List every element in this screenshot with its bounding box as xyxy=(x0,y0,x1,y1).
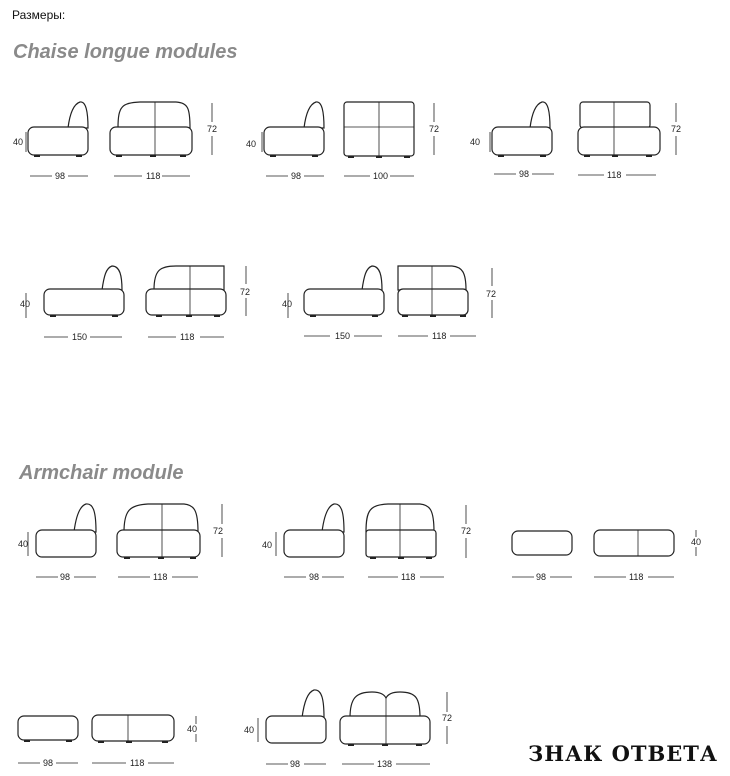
dim-width-label: 150 xyxy=(72,332,88,342)
armchair-front-view-3 xyxy=(340,692,430,746)
chaise-longue-section-title: Chaise longue modules xyxy=(13,41,238,63)
chaise-front-view-1 xyxy=(110,102,192,157)
dim-width-label: 150 xyxy=(335,331,351,341)
chaise-front-view-3 xyxy=(578,102,660,157)
chaise-side-view-3 xyxy=(492,102,552,157)
dim-height-label: 72 xyxy=(207,124,218,134)
dim-height-label: 40 xyxy=(13,137,24,147)
dim-height-label: 40 xyxy=(470,137,481,147)
dim-height-label: 72 xyxy=(461,526,472,536)
ottoman-front-view-2 xyxy=(92,715,174,743)
dim-width-label: 118 xyxy=(607,170,622,180)
ottoman-side-view-1 xyxy=(512,531,572,555)
dim-width-label: 118 xyxy=(130,758,145,768)
dimensions-label: Размеры: xyxy=(12,8,66,22)
dim-width-label: 98 xyxy=(519,169,530,179)
chaise-front-view-2 xyxy=(344,102,414,158)
dim-height-label: 40 xyxy=(282,299,293,309)
dim-width-label: 118 xyxy=(153,572,168,582)
armchair-side-view-2 xyxy=(284,504,344,557)
dim-width-label: 118 xyxy=(432,331,447,341)
armchair-front-view-1 xyxy=(117,504,200,559)
dim-width-label: 98 xyxy=(43,758,54,768)
dim-width-label: 98 xyxy=(309,572,320,582)
ottoman-front-view-1 xyxy=(594,530,674,556)
dim-height-label: 40 xyxy=(187,724,198,734)
dim-width-label: 138 xyxy=(377,759,393,769)
dim-width-label: 118 xyxy=(146,171,161,181)
dim-height-label: 72 xyxy=(240,287,251,297)
chaise-side-view-1 xyxy=(28,102,88,157)
chaise-side-view-5 xyxy=(304,266,384,317)
dim-width-label: 98 xyxy=(291,171,302,181)
dim-width-label: 98 xyxy=(60,572,71,582)
armchair-side-view-1 xyxy=(36,504,96,557)
dim-height-label: 72 xyxy=(442,713,453,723)
dim-width-label: 98 xyxy=(536,572,547,582)
armchair-front-view-2 xyxy=(366,504,436,559)
chaise-front-view-5 xyxy=(398,266,468,317)
armchair-section-title: Armchair module xyxy=(19,462,184,484)
dim-height-label: 72 xyxy=(486,289,497,299)
chaise-side-view-2 xyxy=(264,102,324,157)
dim-width-label: 118 xyxy=(629,572,644,582)
armchair-side-view-3 xyxy=(266,690,326,743)
dim-width-label: 98 xyxy=(55,171,66,181)
ottoman-side-view-2 xyxy=(18,716,78,742)
dim-width-label: 100 xyxy=(373,171,389,181)
dim-height-label: 72 xyxy=(213,526,224,536)
dim-width-label: 98 xyxy=(290,759,301,769)
dim-height-label: 40 xyxy=(18,539,29,549)
dim-width-label: 118 xyxy=(401,572,416,582)
watermark-logo: ЗНАК ОТВЕТА xyxy=(528,741,718,766)
dim-height-label: 40 xyxy=(262,540,273,550)
chaise-front-view-4 xyxy=(146,266,226,317)
dim-height-label: 72 xyxy=(429,124,440,134)
chaise-side-view-4 xyxy=(44,266,124,317)
dim-height-label: 40 xyxy=(691,537,702,547)
dim-width-label: 118 xyxy=(180,332,195,342)
dim-height-label: 40 xyxy=(244,725,255,735)
dim-height-label: 40 xyxy=(246,139,257,149)
dim-height-label: 72 xyxy=(671,124,682,134)
dim-height-label: 40 xyxy=(20,299,31,309)
